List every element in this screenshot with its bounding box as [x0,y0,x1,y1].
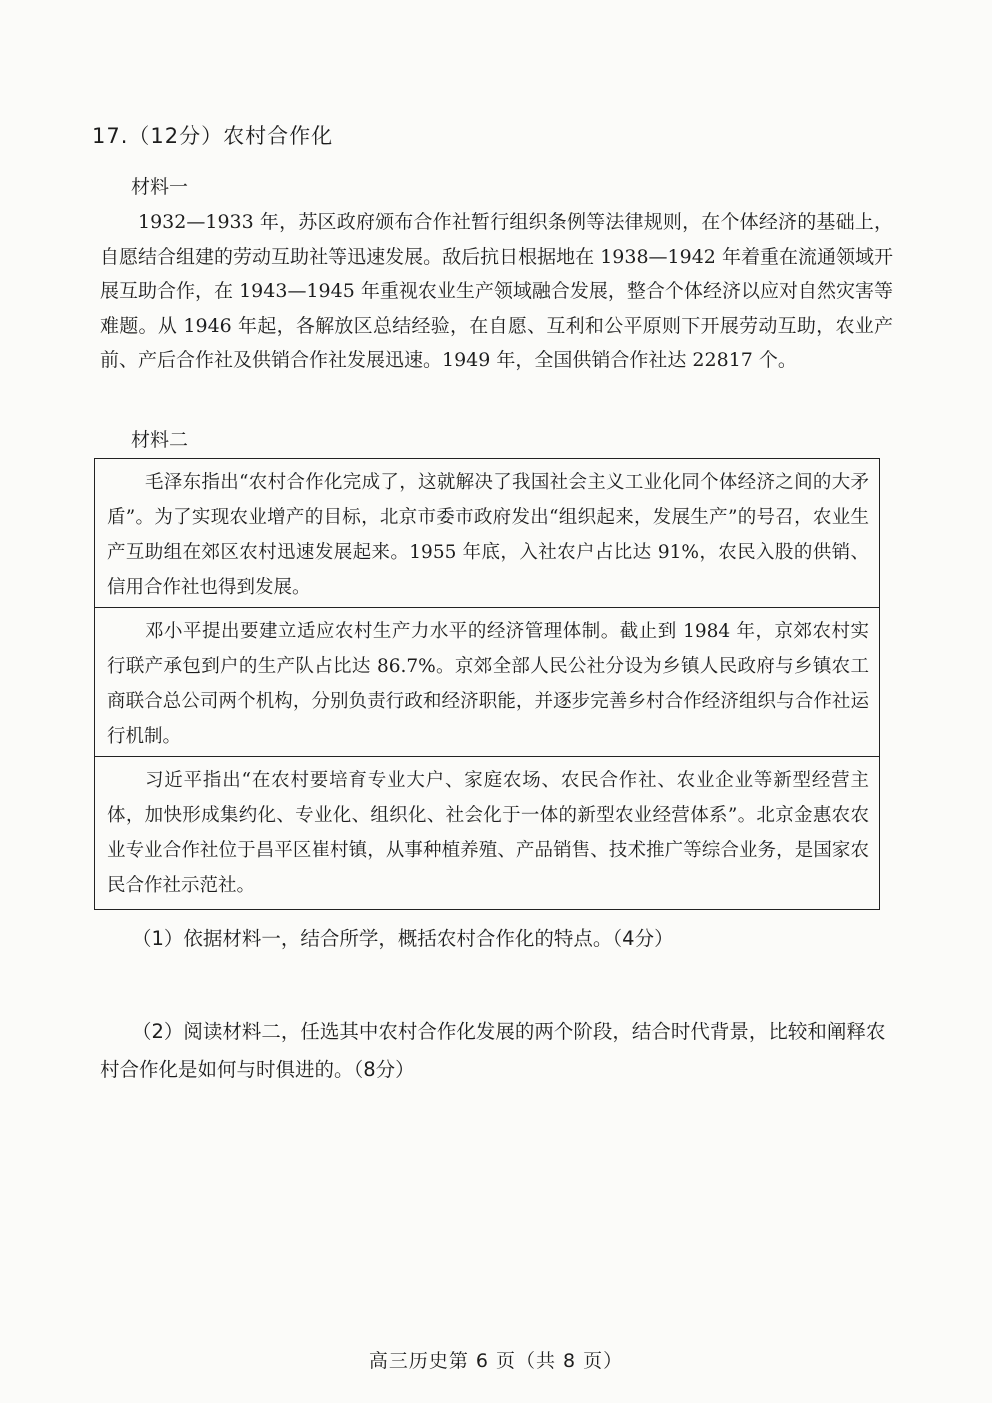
material-1-paragraph: 1932—1933 年，苏区政府颁布合作社暂行组织条例等法律规则，在个体经济的基础上，自愿结合组建的劳动互助社等迅速发展。敌后抗日根据地在 1938—1942 年着重在流通领域开展互助合作，在 1943—1945 年重视农业生产领域融合发展，整合个体经济以应对自然灾害等难题。从 1946 年起，各解放区总结经验，在自愿、互利和公平原则下开展劳动互助，农业产前、产后合作社及供销合作社发展迅速。1949 年，全国供销合作社达 22817 个。 [100,211,893,371]
material-2-row-text: 习近平指出“在农村要培育专业大户、家庭农场、农民合作社、农业企业等新型经营主体，加快形成集约化、专业化、组织化、社会化于一体的新型农业经营体系”。北京金惠农农业专业合作社位于昌平区崔村镇，从事种植养殖、产品销售、技术推广等综合业务，是国家农民合作社示范社。 [107,770,869,896]
material-2-row-text: 毛泽东指出“农村合作化完成了，这就解决了我国社会主义工业化同个体经济之间的大矛盾”。为了实现农业增产的目标，北京市委市政府发出“组织起来，发展生产”的号召，农业生产互助组在郊区农村迅速发展起来。1955 年底，入社农户占比达 91%，农民入股的供销、信用合作社也得到发展。 [107,472,869,598]
sub-question-2: （2）阅读材料二，任选其中农村合作化发展的两个阶段，结合时代背景，比较和阐释农村合作化是如何与时俱进的。（8分） [100,1020,886,1081]
material-2-row [95,757,879,909]
material-1-label: 材料一 [131,176,189,198]
material-2-row [95,459,879,608]
material-2-label: 材料二 [131,429,189,451]
material-2-table [94,458,880,910]
material-2-row [95,608,879,757]
sub-question-1: （1）依据材料一，结合所学，概括农村合作化的特点。（4分） [132,927,674,950]
page-footer: 高三历史第 6 页（共 8 页） [368,1350,624,1372]
question-title: 17.（12分）农村合作化 [92,124,334,148]
material-2-row-text: 邓小平提出要建立适应农村生产力水平的经济管理体制。截止到 1984 年，京郊农村实行联产承包到户的生产队占比达 86.7%。京郊全部人民公社分设为乡镇人民政府与乡镇农工商联合总公司两个机构，分别负责行政和经济职能，并逐步完善乡村合作经济组织与合作社运行机制。 [107,621,869,747]
material-1-text [100,205,893,378]
